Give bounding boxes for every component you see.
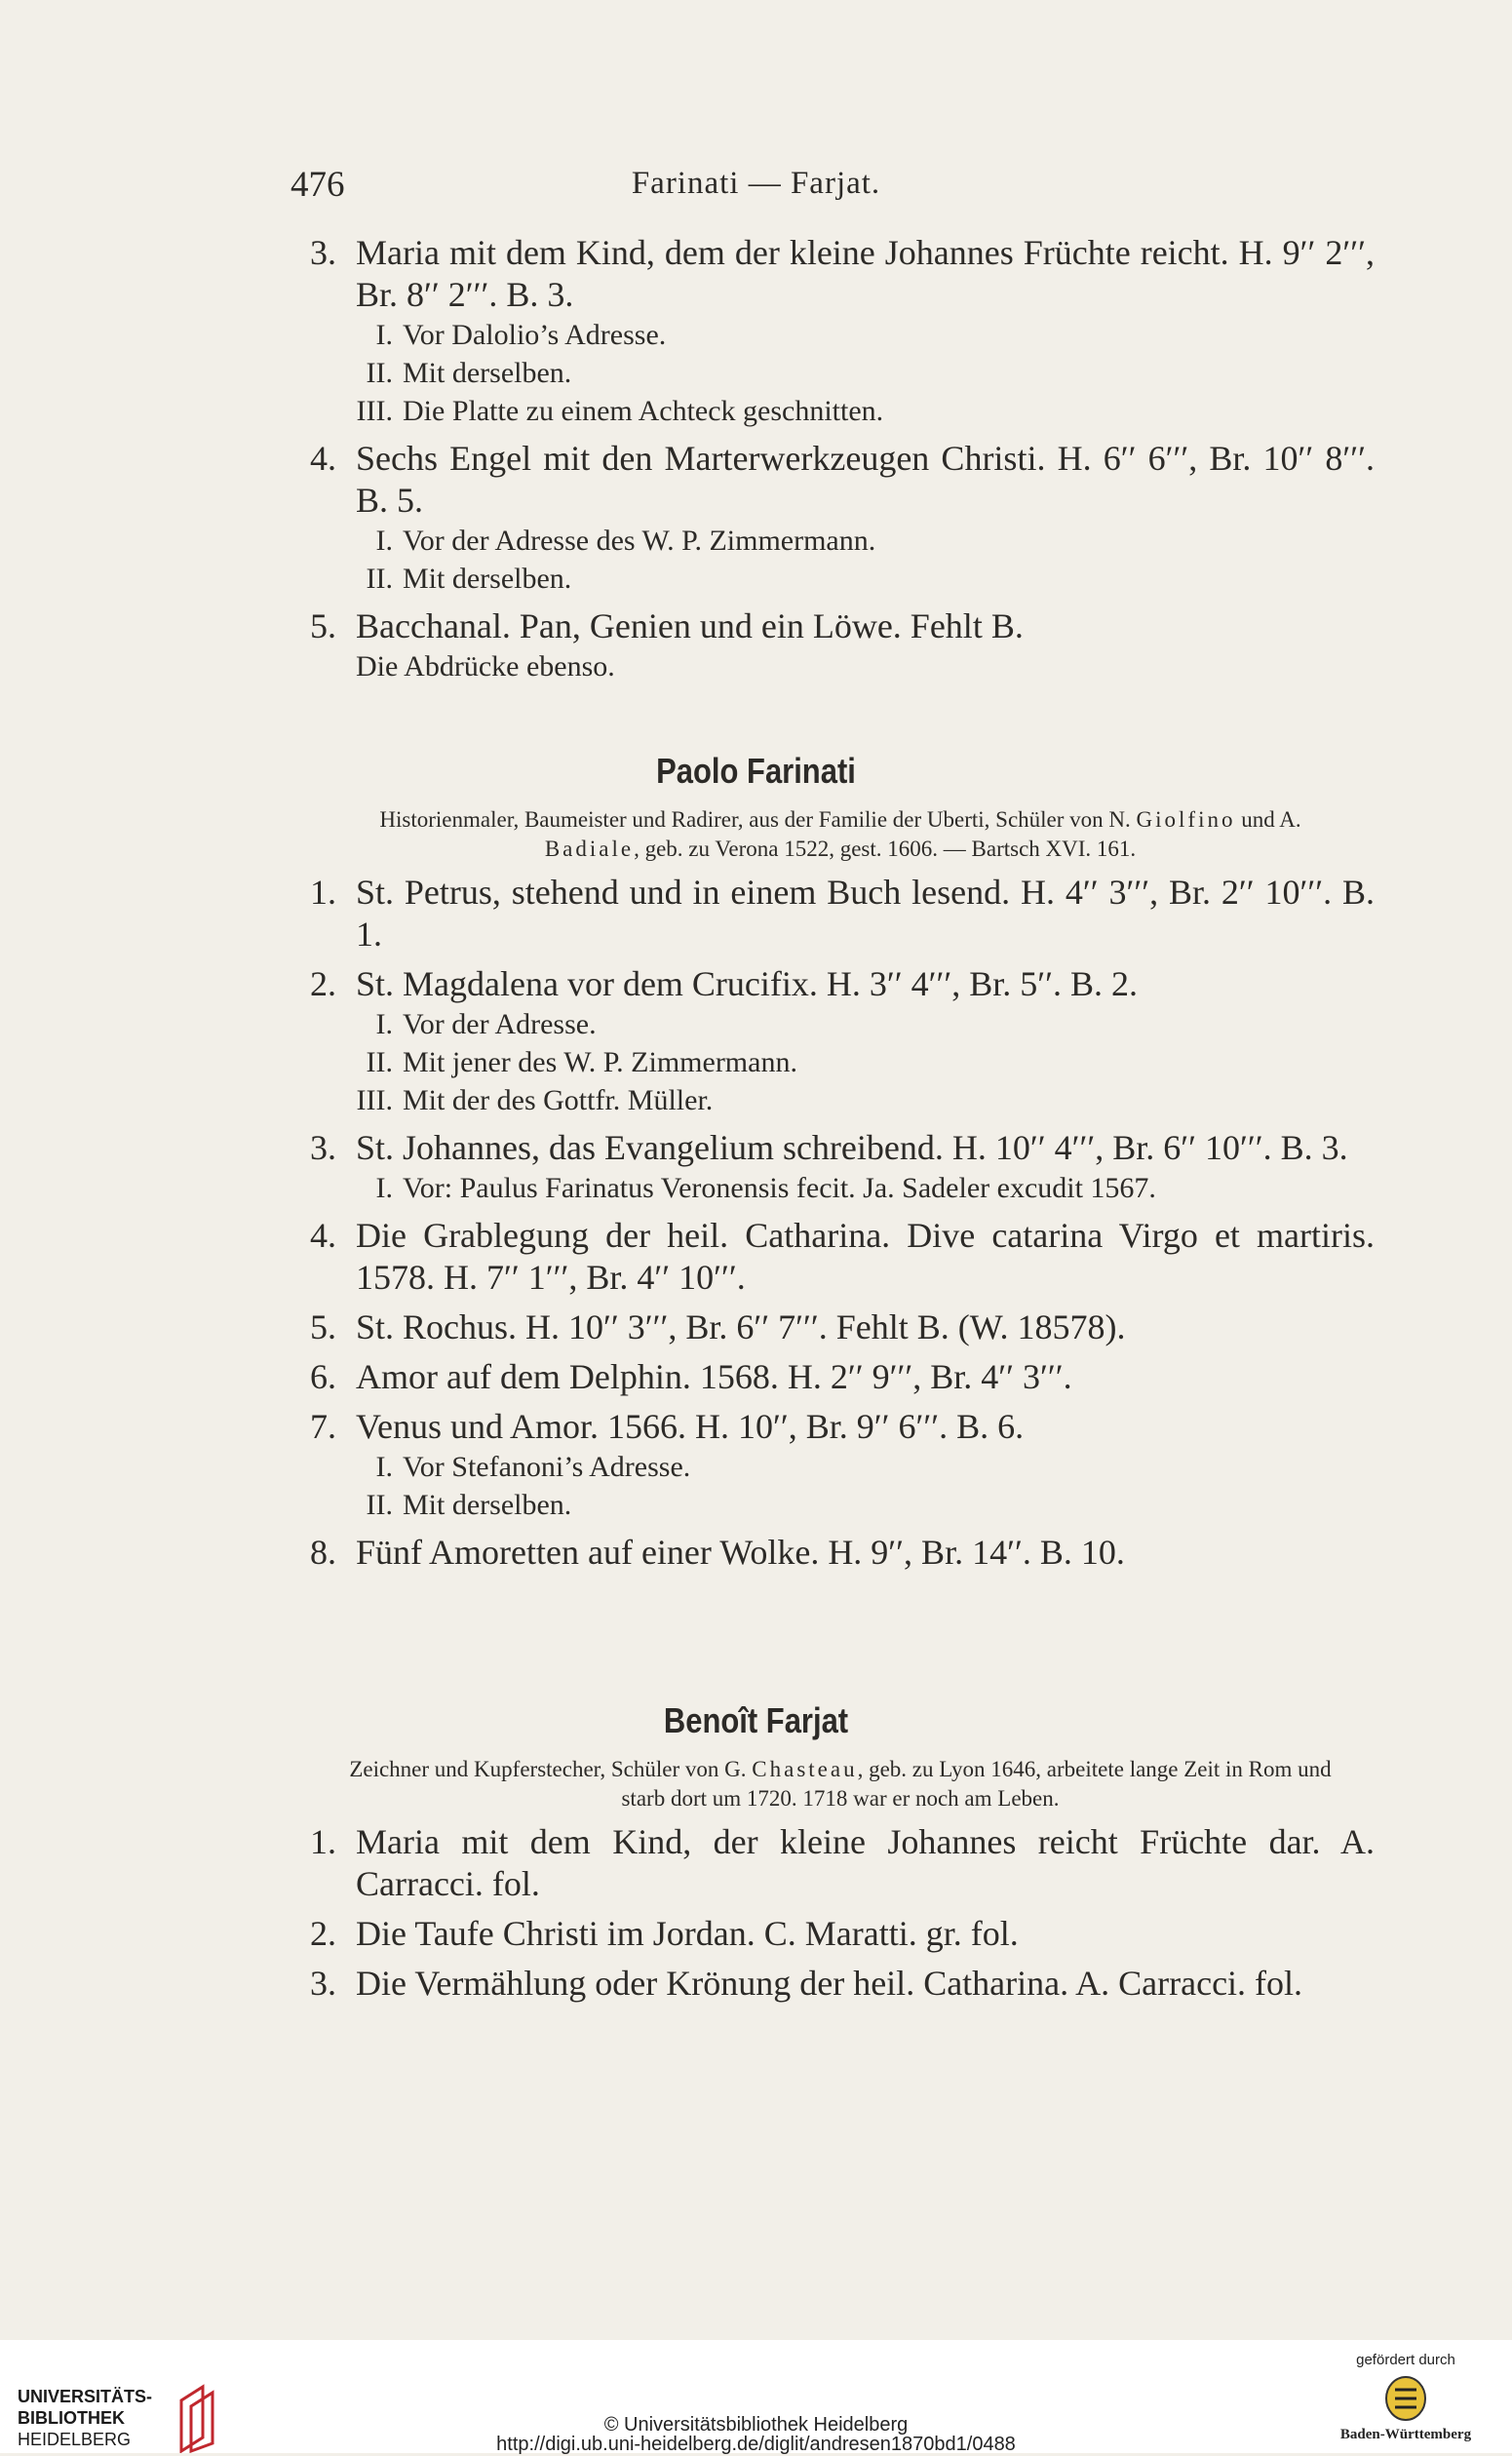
catalogue-entries-paolo <box>310 872 1375 1574</box>
list-item: 8. Fünf Amoretten auf einer Wolke. H. 9′′, Br. 14′′. B. 10. <box>310 1533 1125 1572</box>
digitization-footer <box>0 2340 1512 2453</box>
artist-biography: Zeichner und Kupferstecher, Schüler von G. Chasteau, geb. zu Lyon 1646, arbeitete lange Zeit in Rom und starb dort um 1720. 1718 war er noch am Leben. <box>349 1757 1332 1811</box>
page-header <box>0 164 1512 213</box>
list-item: 7. Venus und Amor. 1566. H. 10′′, Br. 9′′ 6′′′. B. 6. <box>310 1407 1025 1446</box>
list-item: 1. Maria mit dem Kind, der kleine Johannes reicht Früchte dar. A. Carracci. fol. <box>310 1822 1375 1903</box>
list-item: 3. Die Vermählung oder Krönung der heil. Catharina. A. Carracci. fol. <box>310 1964 1303 2003</box>
print-state: I. Vor der Adresse. <box>375 1008 597 1040</box>
page-number: 476 <box>291 165 345 205</box>
list-item: 3. Maria mit dem Kind, dem der kleine Johannes Früchte reicht. H. 9′′ 2′′′, Br. 8′′ 2′′′. B. 3. <box>310 233 1375 314</box>
list-item: 5. St. Rochus. H. 10′′ 3′′′, Br. 6′′ 7′′′. Fehlt B. (W. 18578). <box>310 1307 1126 1346</box>
print-state: II. Mit derselben. <box>366 1489 572 1521</box>
print-state: I. Vor Dalolio’s Adresse. <box>375 319 667 351</box>
list-item: 3. St. Johannes, das Evangelium schreibend. H. 10′′ 4′′′, Br. 6′′ 10′′′. B. 3. <box>310 1128 1348 1167</box>
print-state: III. Die Platte zu einem Achteck geschnitten. <box>356 395 884 427</box>
artist-biography: Historienmaler, Baumeister und Radirer, aus der Familie der Uberti, Schüler von N. Giolfino und A. Badiale, geb. zu Verona 1522, gest. 1606. — Bartsch XVI. 161. <box>379 807 1301 861</box>
print-state: III. Mit der des Gottfr. Müller. <box>356 1084 714 1116</box>
coat-of-arms-icon <box>1383 2374 1428 2423</box>
list-item: 2. St. Magdalena vor dem Crucifix. H. 3′′ 4′′′, Br. 5′′. B. 2. <box>310 964 1139 1003</box>
print-state: II. Mit derselben. <box>366 357 572 389</box>
list-item: 4. Sechs Engel mit den Marterwerkzeugen Christi. H. 6′′ 6′′′, Br. 10′′ 8′′′. B. 5. <box>310 439 1375 520</box>
list-item: 1. St. Petrus, stehend und in einem Buch lesend. H. 4′′ 3′′′, Br. 2′′ 10′′′. B. 1. <box>310 873 1375 954</box>
artist-heading-benoit-farjat: Benoît Farjat <box>663 1700 849 1740</box>
print-state: II. Mit derselben. <box>366 563 572 595</box>
artist-heading-paolo-farinati: Paolo Farinati <box>656 751 856 791</box>
print-state: I. Vor Stefanoni’s Adresse. <box>375 1451 691 1483</box>
print-state: I. Vor: Paulus Farinatus Veronensis fecit. Ja. Sadeler excudit 1567. <box>375 1172 1156 1204</box>
permalink-url[interactable]: http://digi.ub.uni-heidelberg.de/diglit/andresen1870bd1/0488 <box>496 2434 1016 2455</box>
continued-entries <box>310 232 1375 685</box>
running-title: Farinati — Farjat. <box>631 166 881 201</box>
catalogue-entries-benoit <box>310 1821 1375 2005</box>
list-item: 5. Bacchanal. Pan, Genien und ein Löwe. Fehlt B. <box>310 606 1024 645</box>
sponsor-logo: gefördert durch Baden-Württemberg <box>1339 2352 1472 2442</box>
list-item: 4. Die Grablegung der heil. Catharina. Dive catarina Virgo et martiris. 1578. H. 7′′ 1′′′, Br. 4′′ 10′′′. <box>310 1216 1375 1297</box>
print-state: II. Mit jener des W. P. Zimmermann. <box>366 1046 797 1078</box>
copyright-notice: © Universitätsbibliothek Heidelberg <box>603 2414 909 2436</box>
library-logo[interactable]: UNIVERSITÄTS- BIBLIOTHEK HEIDELBERG <box>18 2369 232 2447</box>
list-item: 2. Die Taufe Christi im Jordan. C. Maratti. gr. fol. <box>310 1914 1019 1953</box>
list-item: 6. Amor auf dem Delphin. 1568. H. 2′′ 9′′′, Br. 4′′ 3′′′. <box>310 1357 1072 1396</box>
entry-note: Die Abdrücke ebenso. <box>356 650 615 682</box>
print-state: I. Vor der Adresse des W. P. Zimmermann. <box>375 525 876 557</box>
